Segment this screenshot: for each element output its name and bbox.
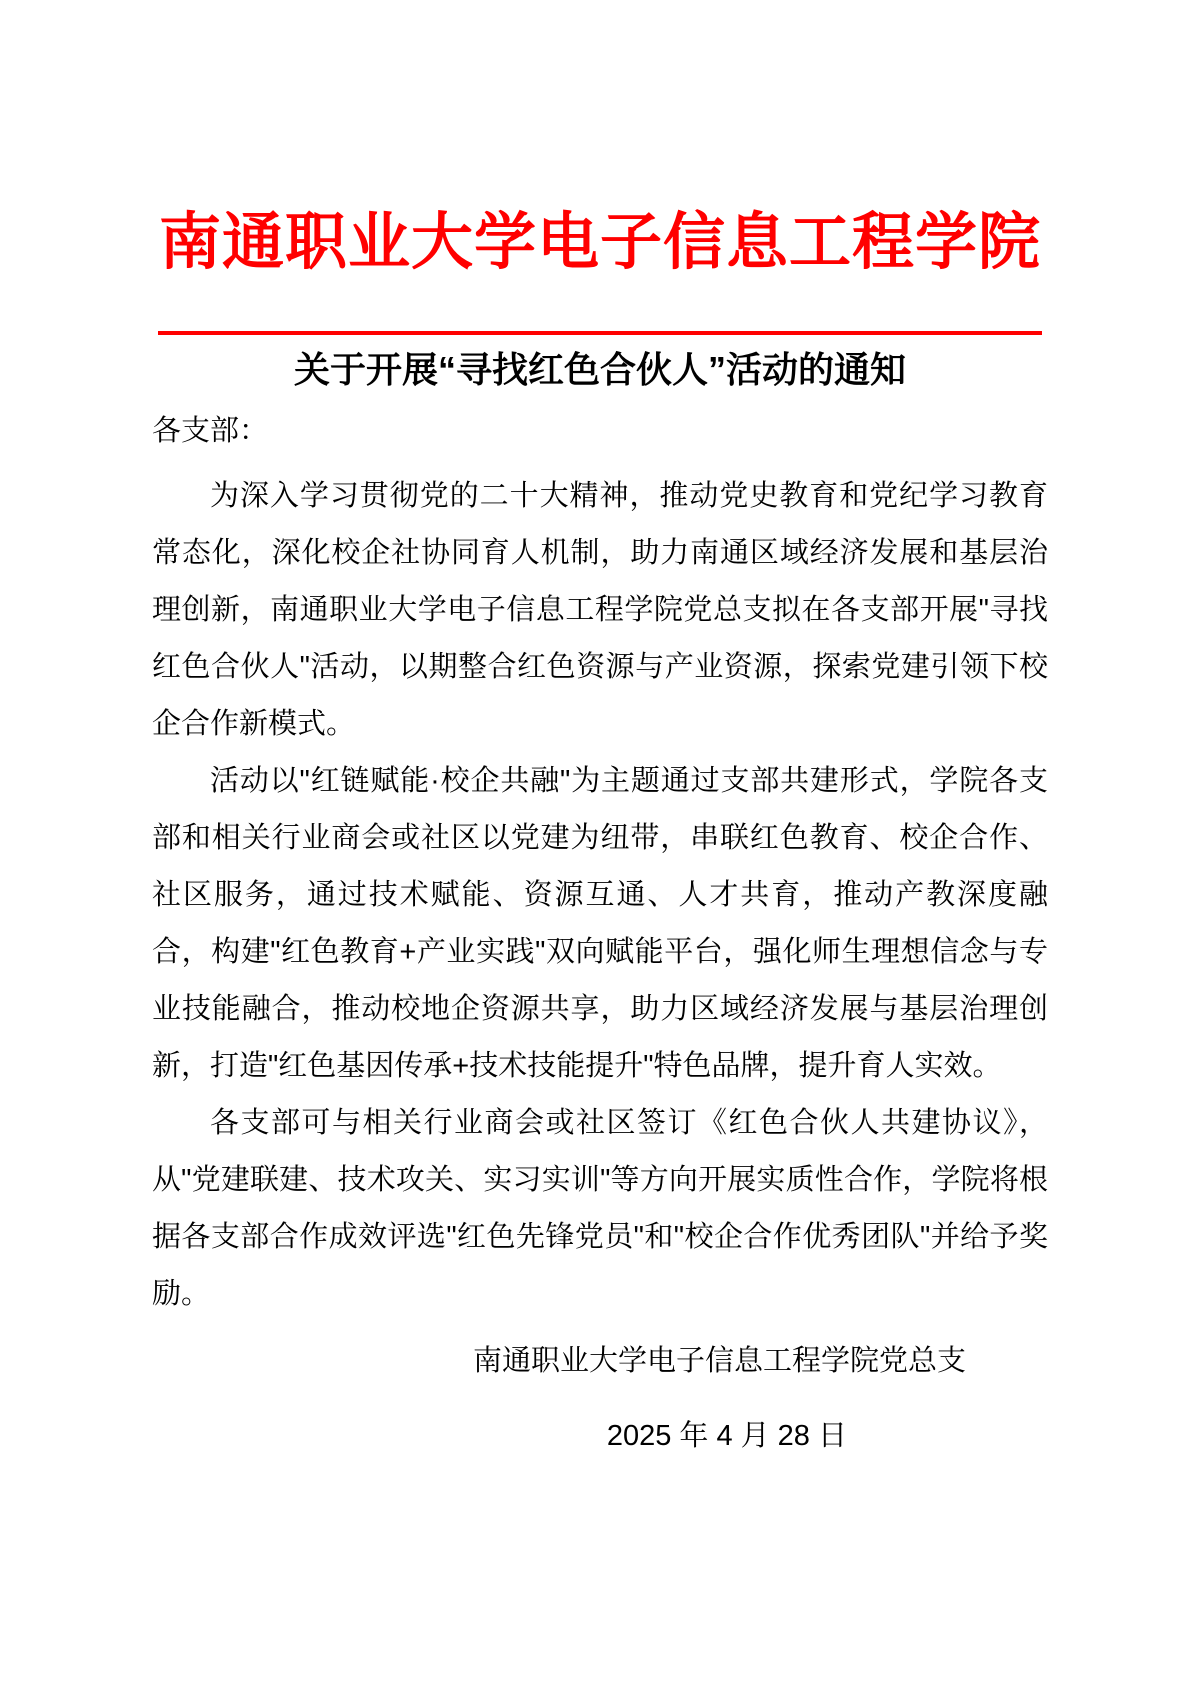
- date-line: 2025 年 4 月 28 日: [606, 1420, 847, 1452]
- body-paragraph-2: 活动以"红链赋能·校企共融"为主题通过支部共建形式，学院各支部和相关行业商会或社区以党建为纽带，串联红色教育、校企合作、社区服务，通过技术赋能、资源互通、人才共育，推动产教深度融合，构建"红色教育+产业实践"双向赋能平台，强化师生理想信念与专业技能融合，推动校地企资源共享，助力区域经济发展与基层治理创新，打造"红色基因传承+技术技能提升"特色品牌，提升育人实效。: [152, 765, 1048, 1082]
- signature-line: 南通职业大学电子信息工程学院党总支: [472, 1345, 966, 1377]
- letterhead-title: 南通职业大学电子信息工程学院: [158, 208, 1041, 277]
- body-paragraph-1: 为深入学习贯彻党的二十大精神，推动党史教育和党纪学习教育常态化，深化校企社协同育人机制，助力南通区域经济发展和基层治理创新，南通职业大学电子信息工程学院党总支拟在各支部开展"寻找红色合伙人"活动，以期整合红色资源与产业资源，探索党建引领下校企合作新模式。: [152, 480, 1048, 740]
- salutation: 各支部：: [152, 415, 269, 447]
- notice-title: 关于开展“寻找红色合伙人”活动的通知: [293, 349, 906, 390]
- letterhead-divider-rule: [158, 331, 1042, 335]
- body-paragraph-3: 各支部可与相关行业商会或社区签订《红色合伙人共建协议》，从"党建联建、技术攻关、实习实训"等方向开展实质性合作，学院将根据各支部合作成效评选"红色先锋党员"和"校企合作优秀团队"并给予奖励。: [152, 1107, 1048, 1310]
